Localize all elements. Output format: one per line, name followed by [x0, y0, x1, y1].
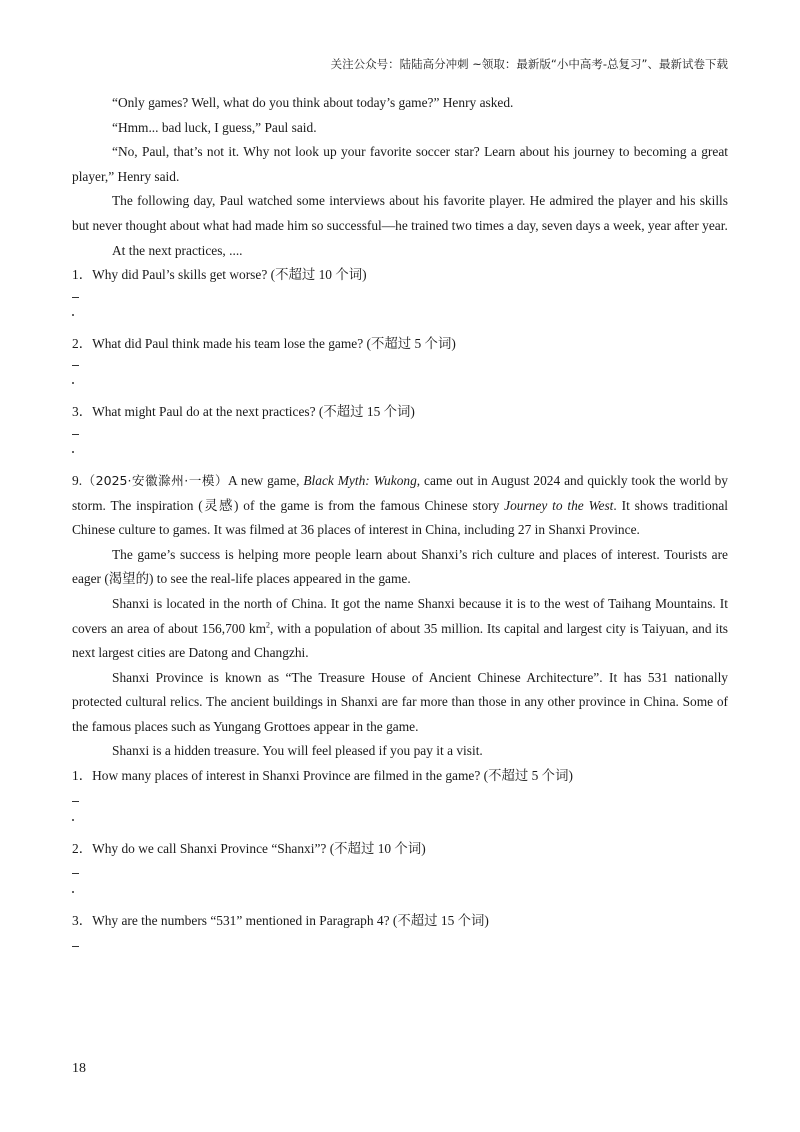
page-header: 关注公众号：陆陆高分冲刺 ~领取：最新版“小中高考-总复习”、最新试卷下载: [330, 57, 728, 71]
question-number: 2．: [72, 335, 93, 351]
passage-9-paragraph-1: 9.（2025·安徽滁州·一模）A new game, Black Myth: Wukong, came out in August 2024 and quickly took the world by storm. The inspiration (灵感) of the game is from the famous Chinese story Journey to the West. It shows traditional Chinese culture to games. It was filmed at 36 places of interest in China, including 27 in Shanxi Province.: [72, 472, 729, 538]
question-8-1: [72, 263, 728, 332]
question-text: Why are the numbers “531” mentioned in Paragraph 4? (不超过 15 个词): [92, 913, 489, 929]
page-number: 18: [72, 1061, 86, 1076]
answer-line[interactable]: [72, 356, 728, 378]
question-number: 1．: [72, 768, 93, 784]
source-label: （2025·安徽滁州·一模）: [82, 472, 229, 488]
answer-line[interactable]: [72, 934, 728, 960]
question-9-3: [72, 909, 728, 960]
answer-line-end: [72, 378, 728, 400]
paragraph: The game’s success is helping more people learn about Shanxi’s rich culture and places of interest. Tourists are eager (渴望的) to see the real-life places appeared in the game.: [72, 546, 728, 587]
paragraph: Shanxi is located in the north of China. It got the name Shanxi because it is to the west of Taihang Mountains. It covers an area of about 156,700 $km^2$, with a population of about 35 million. Its capital and largest city is Taiyuan, and its next largest cities are Datong and Changzhi.: [72, 595, 728, 661]
question-number: 1．: [72, 267, 93, 283]
paragraph: Shanxi is a hidden treasure. You will feel pleased if you pay it a visit.: [112, 743, 483, 759]
answer-line[interactable]: [72, 789, 728, 815]
paragraph: Shanxi Province is known as “The Treasure House of Ancient Chinese Architecture”. It has 531 nationally protected cultural relics. The ancient buildings in Shanxi are far more than those in any other province in China. Some of the famous places such as Yungang Grottoes appear in the game.: [72, 669, 728, 734]
answer-line-end: [72, 310, 728, 332]
answer-line-end: [72, 447, 728, 469]
question-number: 3．: [72, 404, 93, 420]
game-title: Black Myth: Wukong: [303, 472, 417, 488]
question-number: 2．: [72, 840, 93, 856]
question-8-2: [72, 332, 728, 401]
story-title: Journey to the West: [504, 497, 614, 513]
paragraph: “Hmm... bad luck, I guess,” Paul said.: [112, 119, 317, 135]
question-text: Why do we call Shanxi Province “Shanxi”? (不超过 10 个词): [92, 840, 426, 856]
answer-line[interactable]: [72, 288, 728, 310]
answer-line[interactable]: [72, 425, 728, 447]
paragraph: “No, Paul, that’s not it. Why not look up your favorite soccer star? Learn about his journey to becoming a great player,” Henry said.: [72, 144, 728, 184]
question-text: What might Paul do at the next practices? (不超过 15 个词): [92, 404, 415, 420]
question-8-3: [72, 400, 728, 469]
question-number: 9.: [72, 472, 83, 488]
paragraph: The following day, Paul watched some interviews about his favorite player. He admired the player and his skills but never thought about what had made him so successful—he trained two times a day, seven days a week, year after year.: [72, 193, 728, 233]
question-text: What did Paul think made his team lose the game? (不超过 5 个词): [92, 335, 456, 351]
document-body: [72, 91, 728, 960]
paragraph: “Only games? Well, what do you think about today’s game?” Henry asked.: [112, 95, 514, 110]
answer-line-end: [72, 815, 728, 837]
question-text: How many places of interest in Shanxi Province are filmed in the game? (不超过 5 个词): [92, 768, 573, 784]
question-number: 3．: [72, 913, 93, 929]
paragraph: At the next practices, ....: [112, 242, 243, 258]
question-9-2: [72, 837, 728, 910]
question-text: Why did Paul’s skills get worse? (不超过 10 个词): [92, 267, 367, 283]
question-9-1: [72, 764, 728, 837]
answer-line-end: [72, 887, 728, 909]
answer-line[interactable]: [72, 861, 728, 887]
